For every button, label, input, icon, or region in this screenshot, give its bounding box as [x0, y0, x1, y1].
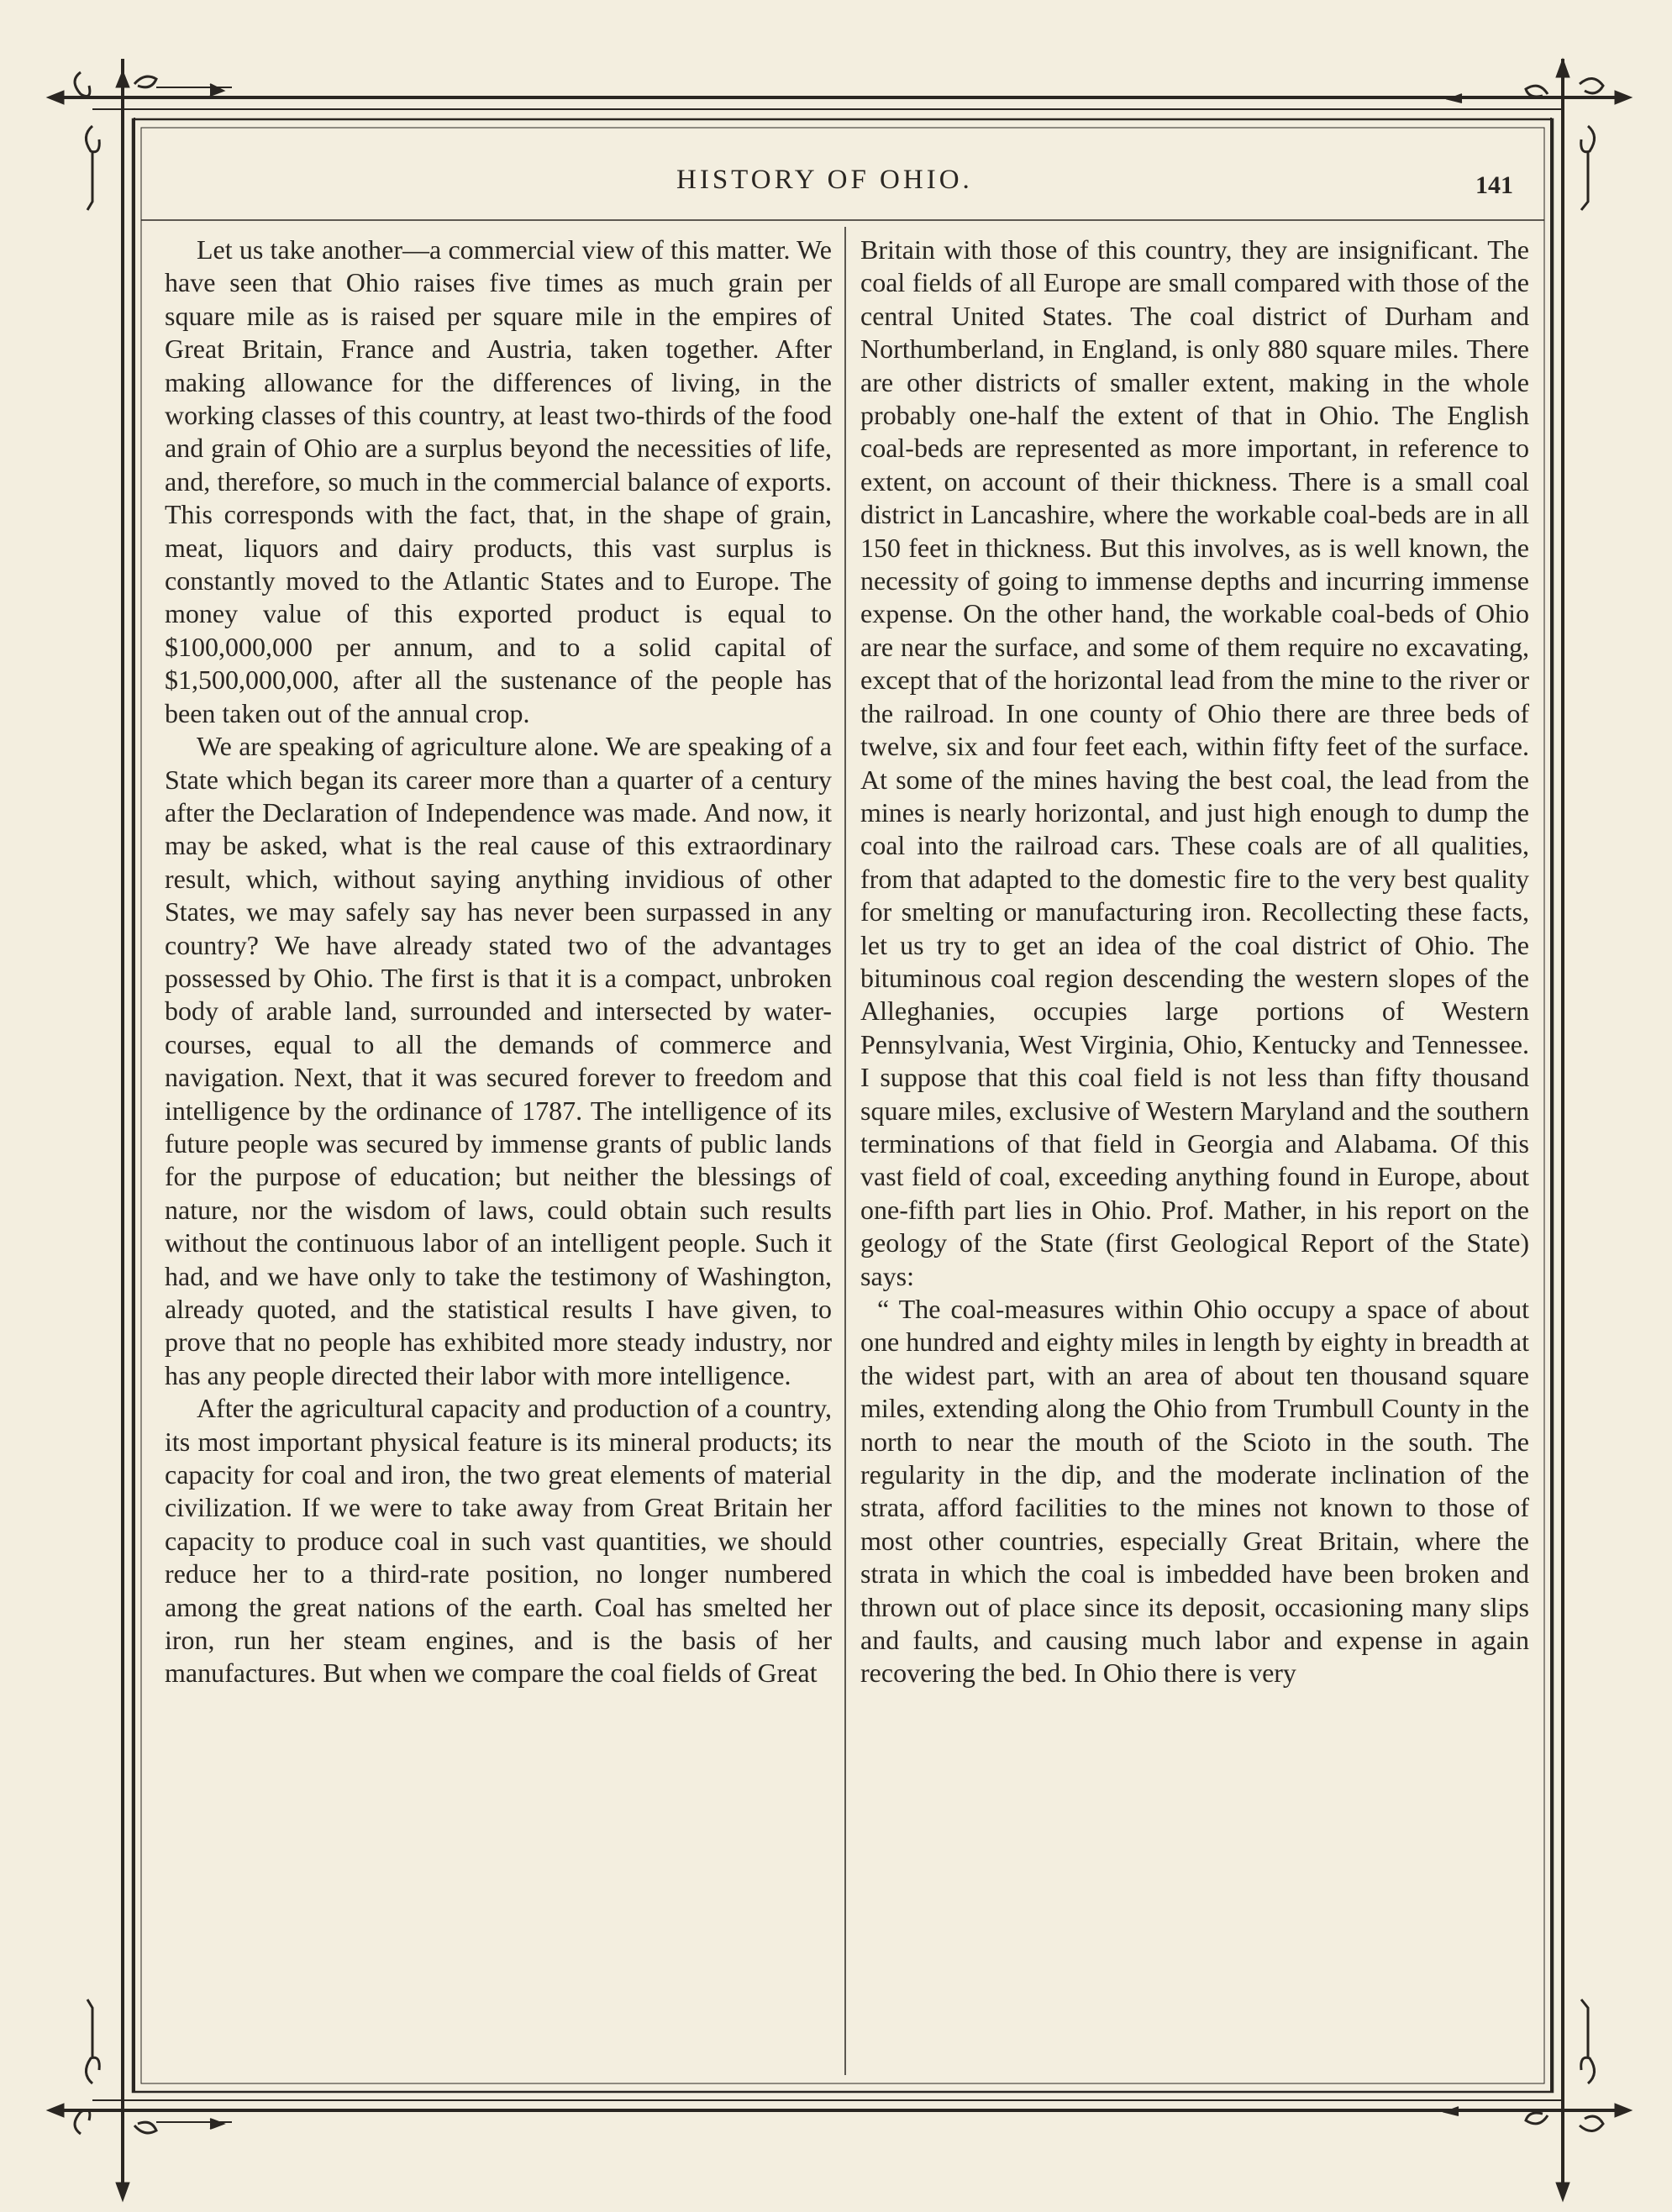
left-paragraph-2: We are speaking of agriculture alone. We are speaking of a State which began its career more than a quarter of a century after the Declaration of Independence was made. And now, it may be asked, what is the real cause of this extraordinary result, which, without saying anything invidious of other States, we may safely say has never been surpassed in any country? We have already stated two of the advantages possessed by Ohio. The first is that it is a compact, unbroken body of arable land, surrounded and intersected by water-courses, equal to all the demands of commerce and navigation. Next, that it was secured forever to freedom and intelligence by the ordinance of 1787. The intelligence of its future people was secured by immense grants of public lands for the purpose of education; but neither the blessings of nature, nor the wisdom of laws, could obtain such results without the continuous labor of an intelligent people. Such it had, and we have only to take the testimony of Washington, already quoted, and the statistical results I have given, to prove that no people has exhibited more steady industry, nor has any people directed their labor with more intelligence.	[165, 731, 832, 1390]
left-paragraph-3: After the agricultural capacity and production of a country, its most important physical feature is its mineral products; its capacity for coal and iron, the two great elements of material civilization. If we were to take away from Great Britain her capacity to produce coal in such vast quantities, we should reduce her to a third-rate position, no longer numbered among the great nations of the earth. Coal has smelted her iron, run her steam engines, and is the basis of her manufactures. But when we compare the coal fields of Great	[165, 1393, 832, 1689]
right-quotation: “ The coal-measures within Ohio occupy a space of about one hundred and eighty miles in length by eighty in breadth at the widest part, with an area of about ten thousand square miles, extending along the Ohio from Trumbull County in the north to near the mouth of the Scioto in the south. The regularity in the dip, and the moderate inclination of the strata, afford facilities to the mines not known to those of most other countries, especially Great Britain, where the strata in which the coal is imbedded have been broken and thrown out of place since its deposit, occasioning many slips and faults, and causing much labor and expense in again recovering the bed. In Ohio there is very	[860, 1294, 1529, 1689]
page-number: 141	[1475, 171, 1513, 199]
running-title: HISTORY OF OHIO.	[676, 165, 973, 195]
left-paragraph-1: Let us take another—a commercial view of this matter. We have seen that Ohio raises five times as much grain per square mile as is raised per square mile in the empires of Great Britain, France and Austria, taken together. After making allowance for the differences of living, in the working classes of this country, at least two-thirds of the food and grain of Ohio are a surplus beyond the necessities of life, and, therefore, so much in the commercial balance of exports. This corresponds with the fact, that, in the shape of grain, meat, liquors and dairy products, this vast surplus is constantly moved to the Atlantic States and to Europe. The money value of this exported product is equal to $100,000,000 per annum, and to a solid capital of $1,500,000,000, after all the sustenance of the people has been taken out of the annual crop.	[165, 234, 832, 728]
right-column	[860, 234, 1529, 1690]
left-column	[165, 234, 832, 1690]
right-paragraph-1: Britain with those of this country, they are insignificant. The coal fields of all Europe are small compared with those of the central United States. The coal district of Durham and Northumberland, in England, is only 880 square miles. There are other districts of smaller extent, making in the whole probably one-half the extent of that in Ohio. The English coal-beds are represented as more important, in reference to extent, on account of their thickness. There is a small coal district in Lancashire, where the workable coal-beds are in all 150 feet in thickness. But this involves, as is well known, the necessity of going to immense depths and incurring immense expense. On the other hand, the workable coal-beds of Ohio are near the surface, and some of them require no excavating, except that of the horizontal lead from the mine to the river or the railroad. In one county of Ohio there are three beds of twelve, six and four feet each, within fifty feet of the surface. At some of the mines having the best coal, the lead from the mines is nearly horizontal, and just high enough to dump the coal into the railroad cars. These coals are of all qualities, from that adapted to the domestic fire to the very best quality for smelting or manufacturing iron. Recollecting these facts, let us try to get an idea of the coal district of Ohio. The bituminous coal region descending the western slopes of the Alleghanies, occupies large portions of Western Pennsylvania, West Virginia, Ohio, Kentucky and Tennessee. I suppose that this coal field is not less than fifty thousand square miles, exclusive of Western Maryland and the southern terminations of that field in Georgia and Alabama. Of this vast field of coal, exceeding anything found in Europe, about one-fifth part lies in Ohio. Prof. Mather, in his report on the geology of the State (first Geological Report of the State) says:	[860, 234, 1529, 1291]
running-head	[0, 165, 1672, 207]
